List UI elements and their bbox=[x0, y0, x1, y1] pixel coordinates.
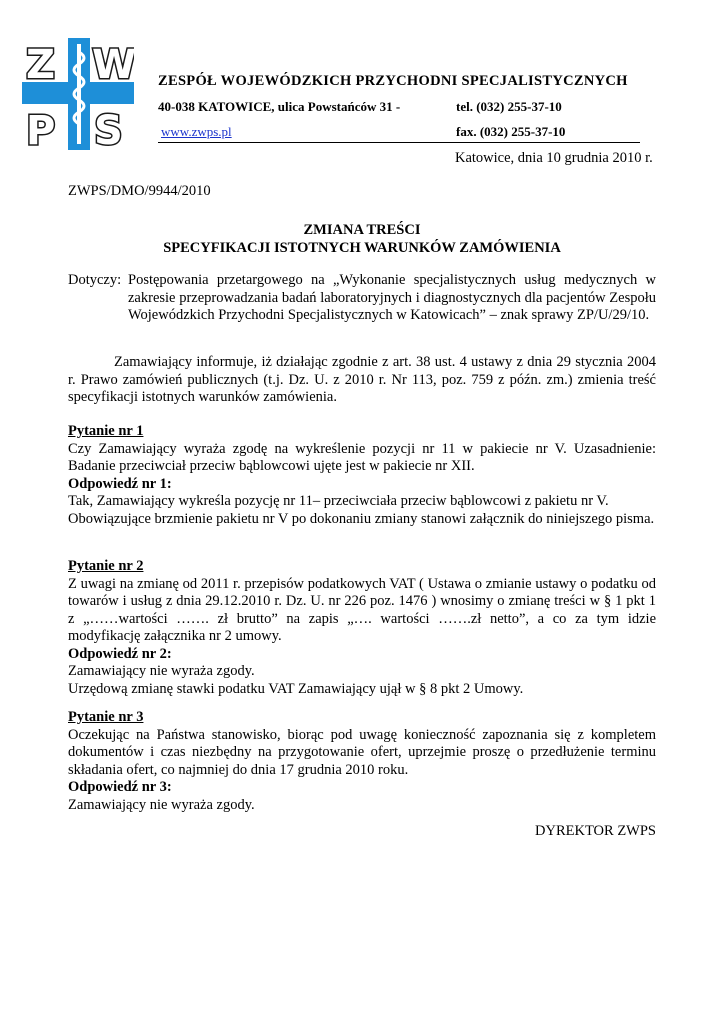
website-link[interactable]: www.zwps.pl bbox=[161, 124, 232, 139]
answer-1-label: Odpowiedź nr 1: bbox=[68, 475, 172, 492]
zwps-logo bbox=[22, 38, 134, 150]
question-3-text: Oczekując na Państwa stanowisko, biorąc pod uwagę konieczność zapoznania się z kompletem dokumentów i czas niezbędny na przygotowanie ofert, uprzejmie proszę o przedłużenie terminu składania ofert, co najmniej do dnia 17 grudnia 2010 roku. bbox=[68, 726, 656, 778]
intro-paragraph: Zamawiający informuje, iż działając zgodnie z art. 38 ust. 4 ustawy z dnia 29 stycznia 2004 r. Prawo zamówień publicznych (t.j. Dz. U. z 2010 r. Nr 113, poz. 759 z późn. zm.) zmienia treść specyfikacji istotnych warunków zamówienia. bbox=[68, 354, 656, 405]
question-1-text: Czy Zamawiający wyraża zgodę na wykreślenie pozycji nr 11 w pakiecie nr V. Uzasadnienie: Badanie przeciwciał przeciw bąblowcowi ujęte jest w pakiecie nr XII. bbox=[68, 440, 656, 474]
qa-block-1 bbox=[68, 423, 656, 528]
document-title-line2: SPECYFIKACJI ISTOTNYCH WARUNKÓW ZAMÓWIENIA bbox=[163, 240, 561, 256]
qa-block-3 bbox=[68, 709, 656, 814]
date-line: Katowice, dnia 10 grudnia 2010 r. bbox=[455, 150, 653, 166]
question-1-label: Pytanie nr 1 bbox=[68, 423, 144, 439]
logo-graphic bbox=[22, 38, 134, 150]
address: 40-038 KATOWICE, ulica Powstańców 31 - bbox=[158, 99, 401, 114]
logo-letter-p: P bbox=[26, 108, 56, 150]
signature: DYREKTOR ZWPS bbox=[535, 823, 656, 839]
answer-2-line1: Zamawiający nie wyraża zgody. bbox=[68, 663, 255, 679]
regarding-text: Postępowania przetargowego na „Wykonanie specjalistycznych usług medycznych w zakresie przeprowadzania badań laboratoryjnych i diagnostycznych dla pacjentów Zespołu Wojewódzkich Przychodni Specjalistycznych w Katowicach” – znak sprawy ZP/U/29/10. bbox=[128, 272, 656, 323]
answer-3-line1: Zamawiający nie wyraża zgody. bbox=[68, 796, 255, 813]
answer-1-line2: Obowiązujące brzmienie pakietu nr V po dokonaniu zmiany stanowi załącznik do niniejszego pisma. bbox=[68, 510, 655, 527]
address-line bbox=[158, 99, 598, 115]
reference-number: ZWPS/DMO/9944/2010 bbox=[68, 183, 211, 199]
question-2-text: Z uwagi na zmianę od 2011 r. przepisów podatkowych VAT ( Ustawa o zmianie ustawy o podatku od towarów i usług z dnia 29.12.2010 r. Dz. U. nr 226 poz. 1476 ) wnosimy o zmianę treści w § 1 pkt 1 z „……wartości ……. zł brutto” na zapis „…. wartości …….zł netto”, a co za tym idzie modyfikację załącznika nr 2 umowy. bbox=[68, 575, 656, 644]
logo-letter-w: W bbox=[92, 42, 134, 88]
logo-letter-z: Z bbox=[26, 42, 56, 88]
answer-2-label: Odpowiedź nr 2: bbox=[68, 645, 172, 662]
answer-2-line2: Urzędową zmianę stawki podatku VAT Zamawiający ujął w § 8 pkt 2 Umowy. bbox=[68, 680, 524, 697]
logo-letter-s: S bbox=[94, 108, 123, 150]
fax-number: fax. (032) 255-37-10 bbox=[456, 124, 566, 139]
question-3-label: Pytanie nr 3 bbox=[68, 709, 144, 725]
logo-staff bbox=[77, 44, 81, 144]
regarding-label: Dotyczy: bbox=[68, 272, 122, 288]
phone-number: tel. (032) 255-37-10 bbox=[456, 99, 562, 114]
answer-3-label: Odpowiedź nr 3: bbox=[68, 779, 172, 795]
document-title-line1: ZMIANA TREŚCI bbox=[303, 222, 421, 238]
organization-name: ZESPÓŁ WOJEWÓDZKICH PRZYCHODNI SPECJALISTYCZNYCH bbox=[158, 73, 628, 89]
question-2-label: Pytanie nr 2 bbox=[68, 558, 144, 574]
answer-1-line1: Tak, Zamawiający wykreśla pozycję nr 11– przeciwciała przeciw bąblowcowi z pakietu nr V. bbox=[68, 493, 609, 509]
qa-block-2 bbox=[68, 558, 656, 698]
contact-line bbox=[158, 124, 640, 143]
